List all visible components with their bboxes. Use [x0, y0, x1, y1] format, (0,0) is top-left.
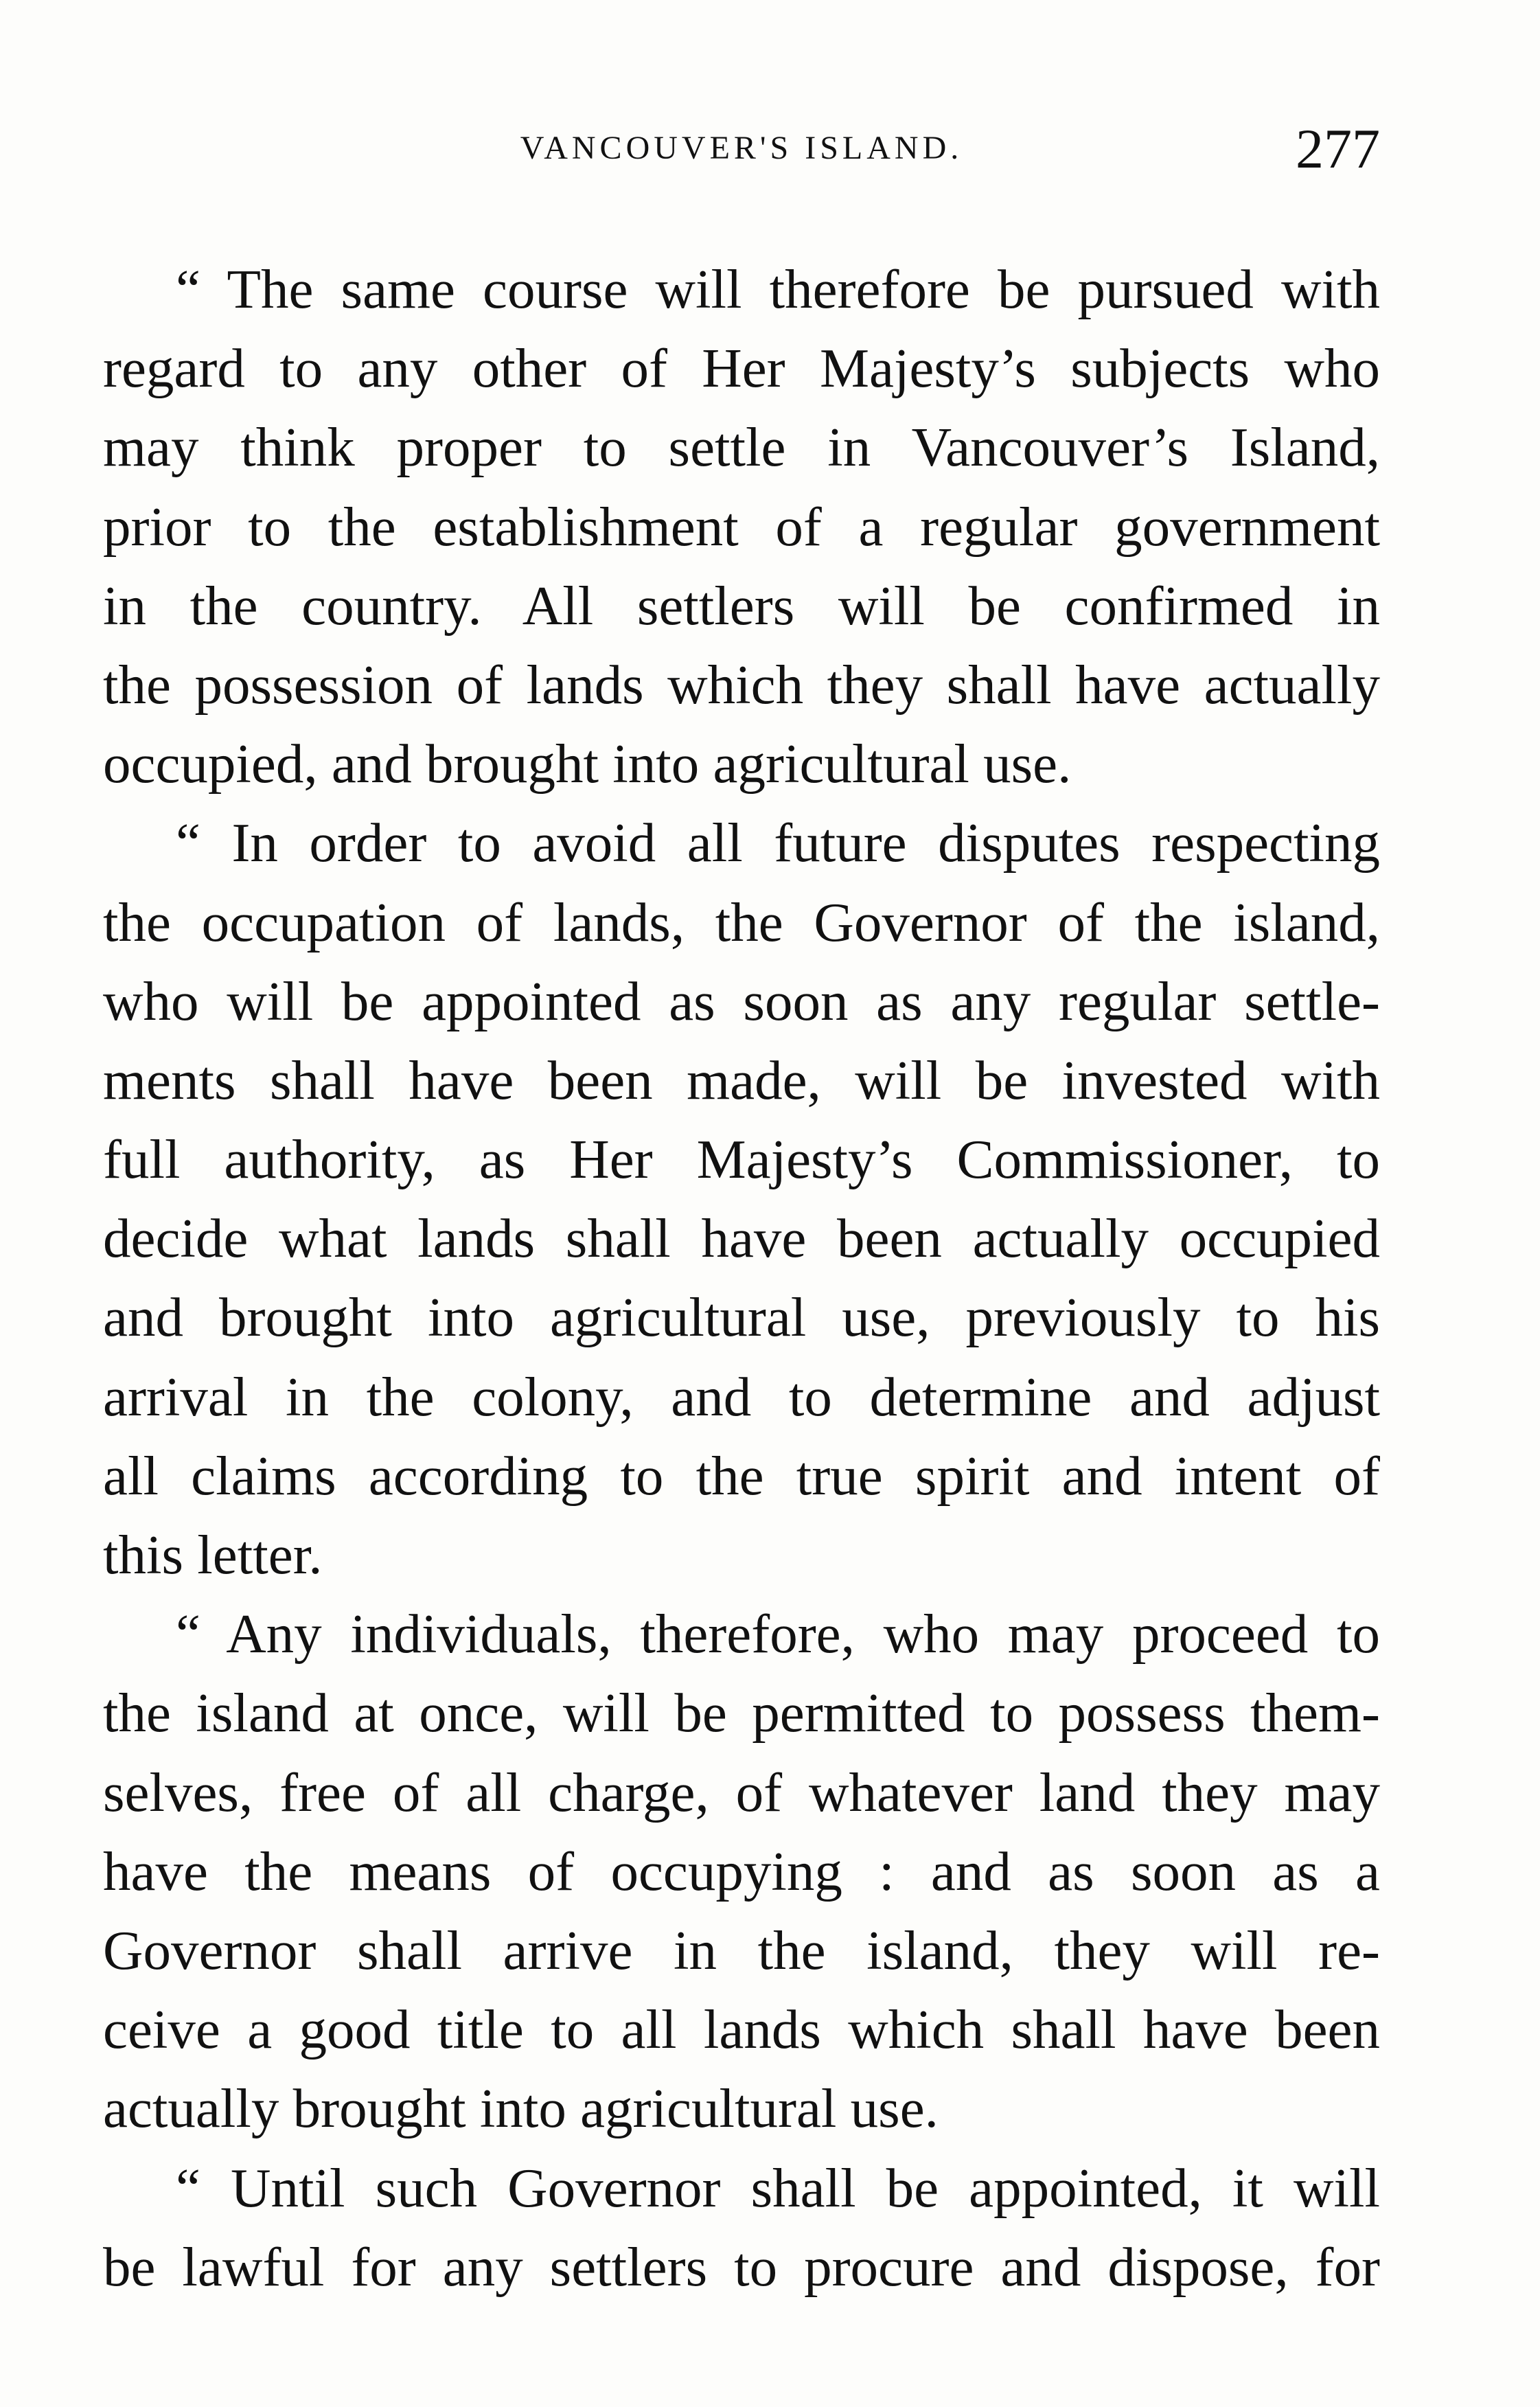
text-line: occupied, and brought into agricultural use. [103, 733, 1072, 795]
text-line: ments shall have been made, will be invested with [103, 1049, 1380, 1111]
body-text [103, 250, 1380, 2307]
text-line: who will be appointed as soon as any regular settle- [103, 970, 1380, 1032]
text-line: ceive a good title to all lands which shall have been [103, 1998, 1380, 2061]
text-line: actually brought into agricultural use. [103, 2077, 939, 2140]
paragraph-2 [103, 803, 1380, 1595]
text-line: regard to any other of Her Majesty’s subjects who [103, 337, 1380, 400]
text-line: the possession of lands which they shall have actually [103, 653, 1380, 716]
paragraph-1 [103, 250, 1380, 803]
text-line: “ In order to avoid all future disputes respecting [176, 812, 1380, 874]
text-line: arrival in the colony, and to determine and adjust [103, 1365, 1380, 1428]
text-line: decide what lands shall have been actually occupied [103, 1207, 1380, 1270]
text-line: the occupation of lands, the Governor of the island, [103, 891, 1380, 953]
page-number: 277 [1296, 117, 1380, 180]
text-line: full authority, as Her Majesty’s Commissioner, to [103, 1128, 1380, 1191]
text-line: be lawful for any settlers to procure and dispose, for [103, 2235, 1380, 2298]
running-header [103, 117, 1380, 185]
text-line: have the means of occupying : and as soon as a [103, 1840, 1380, 1902]
paragraph-3 [103, 1595, 1380, 2148]
text-line: “ Until such Governor shall be appointed, it will [176, 2156, 1380, 2219]
text-line: “ Any individuals, therefore, who may proceed to [176, 1603, 1380, 1665]
paragraph-4 [103, 2149, 1380, 2307]
text-line: the island at once, will be permitted to possess them- [103, 1682, 1380, 1744]
text-line: Governor shall arrive in the island, they will re- [103, 1919, 1380, 1981]
text-line: this letter. [103, 1524, 323, 1586]
text-line: in the country. All settlers will be confirmed in [103, 574, 1380, 637]
text-line: prior to the establishment of a regular government [103, 495, 1380, 558]
text-line: may think proper to settle in Vancouver’s Island, [103, 416, 1380, 479]
running-title: VANCOUVER'S ISLAND. [520, 130, 963, 166]
text-line: selves, free of all charge, of whatever land they may [103, 1761, 1380, 1823]
text-line: “ The same course will therefore be pursued with [176, 258, 1380, 320]
text-line: all claims according to the true spirit and intent of [103, 1444, 1380, 1507]
text-line: and brought into agricultural use, previously to his [103, 1286, 1380, 1349]
